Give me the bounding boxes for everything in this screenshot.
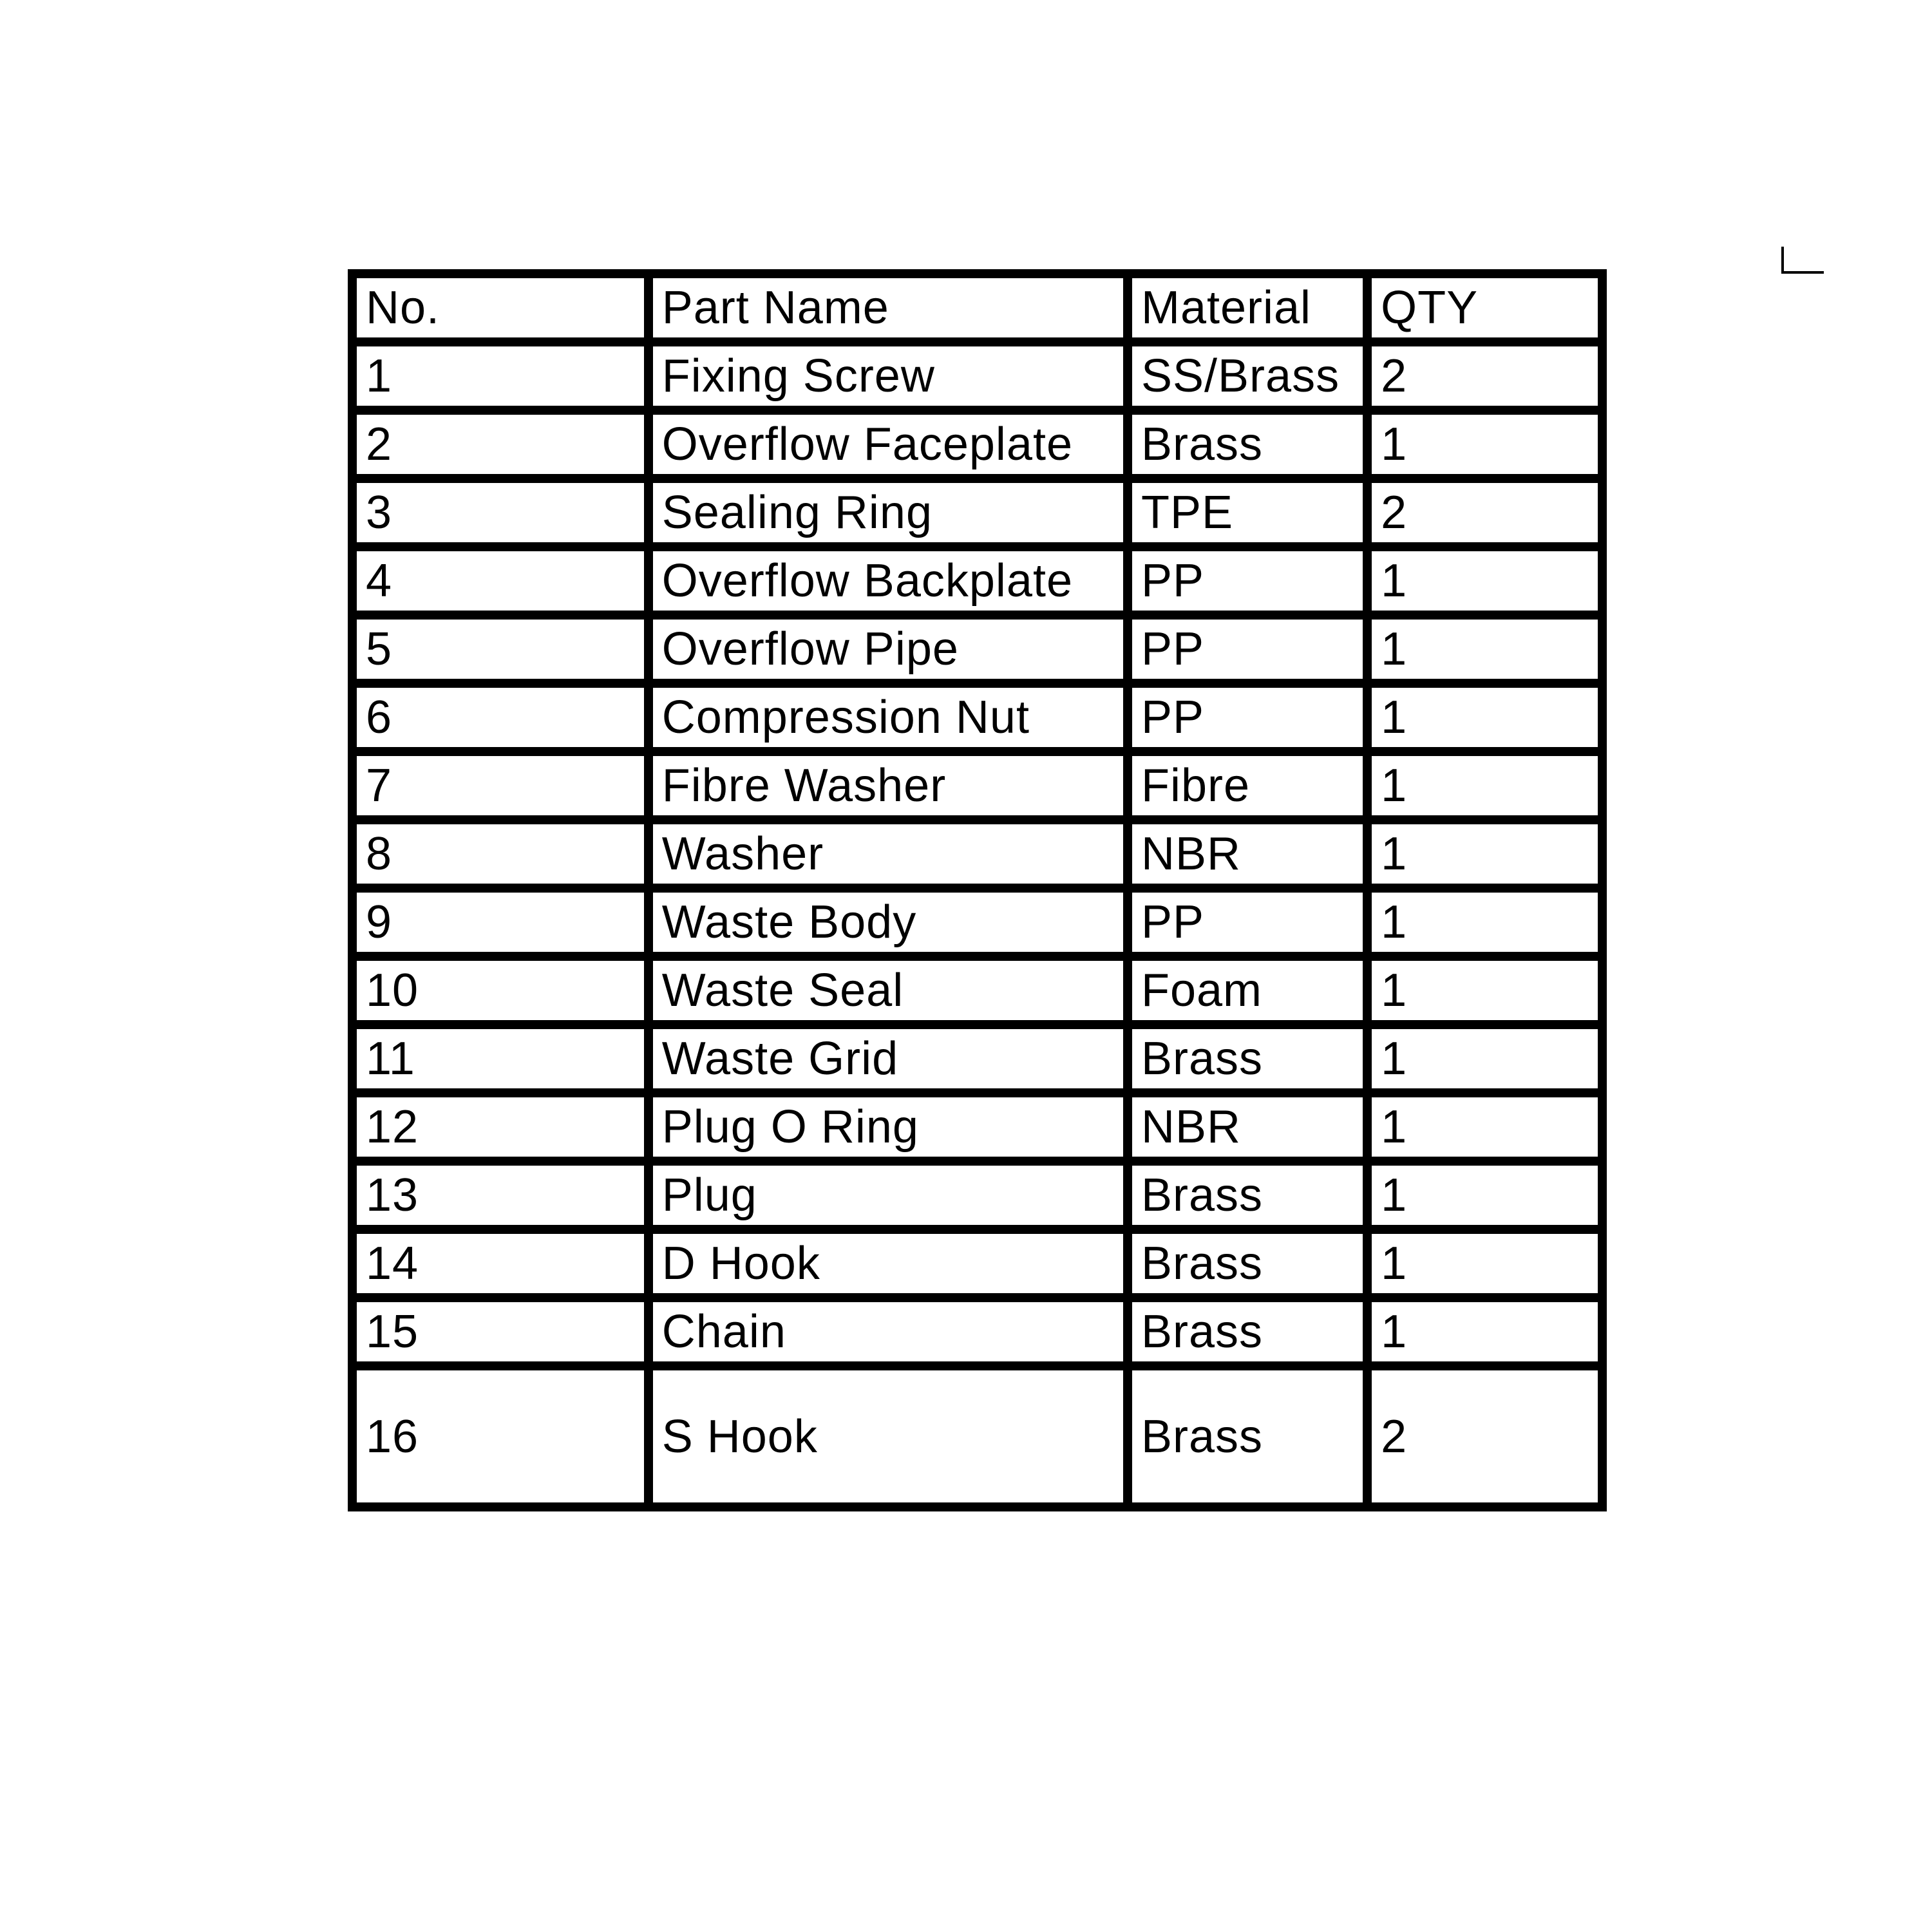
cell-part-name: Fibre Washer	[649, 752, 1128, 820]
table-row	[352, 547, 1602, 615]
cell-part-name: Fixing Screw	[649, 342, 1128, 410]
cell-qty: 1	[1367, 1025, 1602, 1093]
cell-qty: 2	[1367, 478, 1602, 547]
cell-material: Brass	[1128, 1229, 1367, 1298]
cell-no: 4	[352, 547, 649, 615]
cell-no: 11	[352, 1025, 649, 1093]
cell-part-name: Washer	[649, 820, 1128, 888]
cell-no: 8	[352, 820, 649, 888]
cell-material: Brass	[1128, 1025, 1367, 1093]
cell-no: 3	[352, 478, 649, 547]
table-row	[352, 888, 1602, 956]
cell-material: NBR	[1128, 820, 1367, 888]
cell-part-name: Overflow Backplate	[649, 547, 1128, 615]
table-row	[352, 1229, 1602, 1298]
cell-qty: 1	[1367, 1229, 1602, 1298]
cell-part-name: Plug	[649, 1161, 1128, 1229]
corner-mark-vertical	[1781, 247, 1784, 274]
cell-no: 1	[352, 342, 649, 410]
table-row	[352, 1161, 1602, 1229]
cell-qty: 1	[1367, 1161, 1602, 1229]
cell-qty: 1	[1367, 752, 1602, 820]
cell-material: SS/Brass	[1128, 342, 1367, 410]
cell-material: PP	[1128, 615, 1367, 683]
cell-part-name: D Hook	[649, 1229, 1128, 1298]
cell-material: PP	[1128, 683, 1367, 752]
cell-qty: 1	[1367, 956, 1602, 1025]
cell-no: 14	[352, 1229, 649, 1298]
table-row	[352, 478, 1602, 547]
cell-no: 9	[352, 888, 649, 956]
cell-material: Brass	[1128, 410, 1367, 478]
cell-part-name: Overflow Faceplate	[649, 410, 1128, 478]
table-row	[352, 342, 1602, 410]
cell-qty: 1	[1367, 888, 1602, 956]
cell-part-name: Compression Nut	[649, 683, 1128, 752]
parts-table	[348, 269, 1607, 1511]
cell-material: TPE	[1128, 478, 1367, 547]
cell-part-name: Waste Body	[649, 888, 1128, 956]
corner-mark-icon	[1781, 247, 1824, 274]
cell-material: Brass	[1128, 1366, 1367, 1507]
cell-qty: 1	[1367, 1298, 1602, 1366]
cell-part-name: S Hook	[649, 1366, 1128, 1507]
header-qty: QTY	[1367, 274, 1602, 342]
cell-qty: 1	[1367, 615, 1602, 683]
table-row	[352, 956, 1602, 1025]
cell-material: Brass	[1128, 1161, 1367, 1229]
cell-part-name: Waste Seal	[649, 956, 1128, 1025]
cell-material: NBR	[1128, 1093, 1367, 1161]
cell-part-name: Waste Grid	[649, 1025, 1128, 1093]
cell-no: 13	[352, 1161, 649, 1229]
cell-qty: 1	[1367, 1093, 1602, 1161]
cell-part-name: Chain	[649, 1298, 1128, 1366]
cell-no: 6	[352, 683, 649, 752]
table-row	[352, 1025, 1602, 1093]
table-row	[352, 615, 1602, 683]
cell-qty: 1	[1367, 410, 1602, 478]
cell-qty: 2	[1367, 1366, 1602, 1507]
cell-no: 5	[352, 615, 649, 683]
cell-no: 7	[352, 752, 649, 820]
table-row	[352, 1093, 1602, 1161]
table-row	[352, 1366, 1602, 1507]
cell-part-name: Overflow Pipe	[649, 615, 1128, 683]
table-row	[352, 410, 1602, 478]
cell-material: Foam	[1128, 956, 1367, 1025]
table-row	[352, 820, 1602, 888]
header-no: No.	[352, 274, 649, 342]
cell-part-name: Sealing Ring	[649, 478, 1128, 547]
header-material: Material	[1128, 274, 1367, 342]
corner-mark-horizontal	[1781, 271, 1824, 274]
table-row	[352, 683, 1602, 752]
header-part-name: Part Name	[649, 274, 1128, 342]
cell-qty: 1	[1367, 820, 1602, 888]
cell-no: 2	[352, 410, 649, 478]
cell-material: PP	[1128, 547, 1367, 615]
cell-no: 10	[352, 956, 649, 1025]
cell-material: Brass	[1128, 1298, 1367, 1366]
cell-part-name: Plug O Ring	[649, 1093, 1128, 1161]
table-row	[352, 1298, 1602, 1366]
cell-qty: 2	[1367, 342, 1602, 410]
table-row	[352, 752, 1602, 820]
cell-no: 16	[352, 1366, 649, 1507]
cell-no: 15	[352, 1298, 649, 1366]
cell-qty: 1	[1367, 683, 1602, 752]
parts-table-body	[352, 274, 1602, 1507]
cell-material: PP	[1128, 888, 1367, 956]
table-header-row	[352, 274, 1602, 342]
cell-no: 12	[352, 1093, 649, 1161]
cell-qty: 1	[1367, 547, 1602, 615]
cell-material: Fibre	[1128, 752, 1367, 820]
